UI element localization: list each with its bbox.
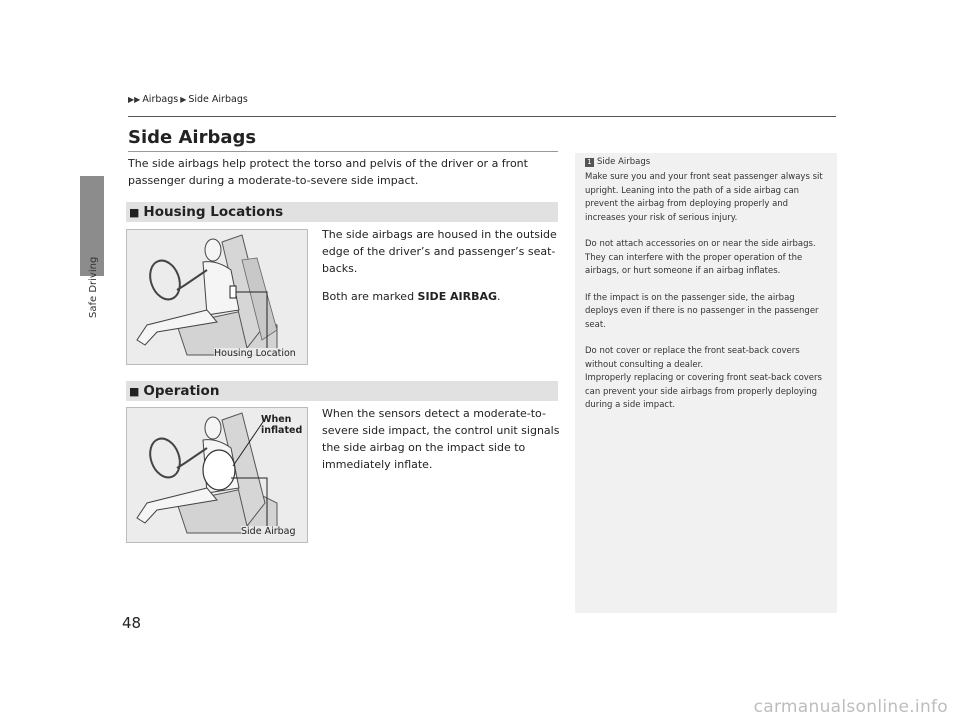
operation-figure-label: When inflated (261, 414, 303, 436)
marking-prefix: Both are marked (322, 290, 418, 303)
housing-figure-caption: Housing Location (214, 348, 296, 359)
note-paragraph: Do not attach accessories on or near the side airbags. They can interfere with the proper operation of the airbags, or hurt someone if an airbag inflates. (585, 239, 816, 276)
section-heading-label: Operation (143, 383, 220, 399)
notes-title: Side Airbags (597, 157, 651, 167)
breadcrumb-arrow-icon: ▶▶ (128, 95, 141, 104)
breadcrumb (128, 94, 248, 105)
square-bullet-icon: ■ (129, 205, 140, 219)
seat-illustration (127, 230, 307, 364)
housing-figure (126, 229, 308, 365)
square-bullet-icon: ■ (129, 384, 140, 398)
note-paragraph: Make sure you and your front seat passenger always sit upright. Leaning into the path of a side airbag can prevent the airbag from deploying properly and increases your risk of serious injury. (585, 172, 823, 223)
notes-heading (585, 157, 827, 167)
page-number: 48 (122, 614, 142, 632)
note-paragraph: If the impact is on the passenger side, the airbag deploys even if there is no passenger in the passenger seat. (585, 292, 819, 330)
chapter-label: Safe Driving (88, 256, 99, 318)
operation-figure (126, 407, 308, 543)
breadcrumb-item-airbags[interactable]: Airbags (142, 94, 179, 105)
housing-text: The side airbags are housed in the outside edge of the driver’s and passenger’s seat-backs. (322, 228, 557, 275)
note-marker-icon: 1 (585, 158, 594, 167)
intro-paragraph: The side airbags help protect the torso and pelvis of the driver or a front passenger during a moderate-to-severe side impact. (128, 157, 528, 187)
marking-suffix: . (497, 290, 501, 303)
operation-text: When the sensors detect a moderate-to-severe side impact, the control unit signals the side airbag on the impact side to immediately inflate. (322, 407, 560, 471)
header-rule (128, 116, 836, 117)
note-paragraph: Do not cover or replace the front seat-back covers without consulting a dealer. Improperly replacing or covering front seat-back covers can prevent your side airbags from properly deploying during a side impact. (585, 346, 822, 410)
marking-label: SIDE AIRBAG (417, 290, 498, 303)
breadcrumb-item-side-airbags[interactable]: Side Airbags (188, 94, 248, 105)
section-heading-operation (126, 381, 558, 401)
notes-panel (575, 153, 837, 613)
breadcrumb-arrow-icon: ▶ (180, 95, 187, 104)
section-heading-housing (126, 202, 558, 222)
section-heading-label: Housing Locations (143, 204, 284, 220)
page-title: Side Airbags (128, 127, 257, 148)
watermark: carmanualsonline.info (753, 697, 948, 717)
title-rule (128, 151, 558, 152)
operation-figure-caption: Side Airbag (241, 526, 296, 537)
housing-marking-text (322, 288, 562, 305)
